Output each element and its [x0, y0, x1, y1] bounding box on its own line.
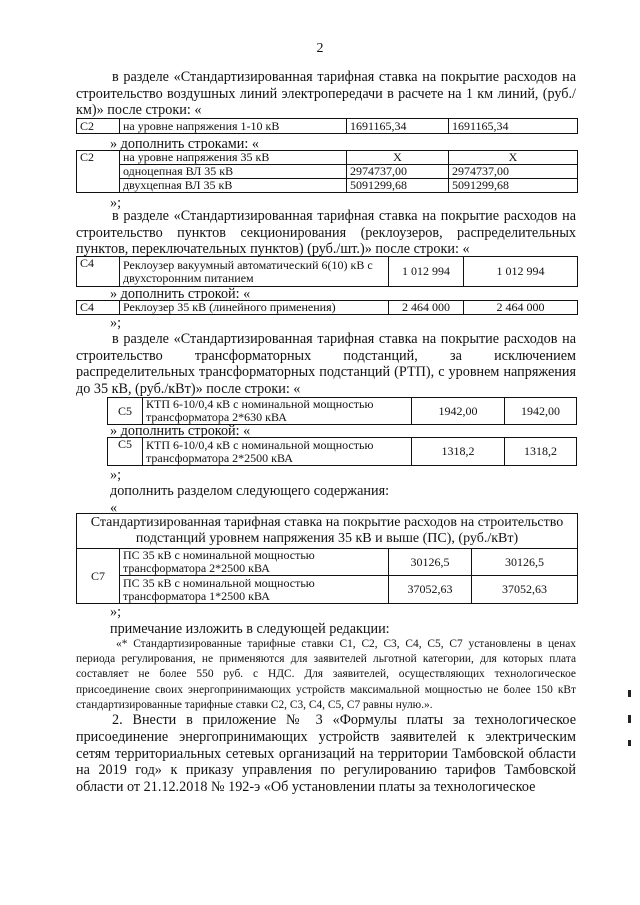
paragraph-sectioning-points: в разделе «Стандартизированная тарифная ставка на покрытие расходов на строительство пунктов секционирования (реклоузеров, распределительных пунктов, переключательных пунктов) (руб./шт.)» после строки: «	[76, 208, 576, 257]
cell-value: 1942,00	[505, 398, 577, 425]
add-rows-label: » дополнить строками: «	[110, 136, 259, 152]
close-quote: »;	[110, 315, 122, 331]
add-row-label: » дополнить строкой: «	[110, 423, 251, 439]
cell-description: на уровне напряжения 1-10 кВ	[120, 119, 347, 134]
cell-code: С2	[77, 151, 120, 193]
paragraph-item-2: 2. Внести в приложение № 3 «Формулы платы за технологическое присоединение энергопринимающих устройств заявителей к электрическим сетям территориальных сетевых организаций на территории Тамбовской области на 2019 год» к приказу управления по регулированию тарифов Тамбовской области от 21.12.2018 № 192-э «Об установлении платы за технологическое	[76, 712, 576, 796]
cell-value: 30126,5	[389, 549, 472, 576]
cell-code: С5	[108, 438, 143, 466]
scan-mark	[628, 740, 631, 746]
paragraph-transformer-substations: в разделе «Стандартизированная тарифная ставка на покрытие расходов на строительство трансформаторных подстанций, за исключением распределительных трансформаторных подстанций (РТП), с уровнем напряжения до 35 кВ, (руб./кВт)» после строки: «	[76, 331, 576, 397]
cell-value: 1942,00	[412, 398, 505, 425]
cell-value: 1318,2	[505, 438, 577, 466]
close-quote: »;	[110, 467, 122, 483]
close-quote: »;	[110, 195, 122, 211]
cell-code: С7	[77, 549, 120, 604]
table-c5-added	[107, 437, 577, 466]
page-number: 2	[316, 41, 324, 56]
cell-code: С2	[77, 119, 120, 134]
table-c4-added	[76, 300, 578, 315]
cell-description: Реклоузер 35 кВ (линейного применения)	[120, 301, 389, 315]
close-quote: »;	[110, 604, 122, 620]
cell-code: С4	[77, 301, 120, 315]
cell-description: Реклоузер вакуумный автоматический 6(10) кВ с двухсторонним питанием	[120, 257, 389, 287]
note-intro: примечание изложить в следующей редакции:	[110, 621, 390, 637]
cell-value: 5091299,68	[449, 179, 578, 193]
scan-mark	[628, 690, 631, 697]
cell-code: С5	[108, 398, 143, 425]
add-row-label: » дополнить строкой: «	[110, 286, 251, 302]
cell-value: 1318,2	[412, 438, 505, 466]
cell-value: 1691165,34	[347, 119, 449, 134]
scan-mark	[628, 715, 631, 723]
table-c2-added	[76, 150, 578, 193]
cell-value: 1 012 994	[464, 257, 578, 287]
cell-value: 1691165,34	[449, 119, 578, 134]
cell-code: С4	[77, 257, 120, 287]
cell-description: КТП 6-10/0,4 кВ с номинальной мощностью трансформатора 2*2500 кВА	[143, 438, 412, 466]
cell-description: на уровне напряжения 35 кВ	[120, 151, 347, 165]
cell-description: ПС 35 кВ с номинальной мощностью трансформатора 2*2500 кВА	[120, 549, 389, 576]
cell-description: одноцепная ВЛ 35 кВ	[120, 165, 347, 179]
table-c7-section	[76, 513, 578, 604]
cell-description: ПС 35 кВ с номинальной мощностью трансформатора 1*2500 кВА	[120, 576, 389, 604]
cell-description: двухцепная ВЛ 35 кВ	[120, 179, 347, 193]
cell-value: 30126,5	[472, 549, 578, 576]
cell-value: X	[449, 151, 578, 165]
cell-value: 2974737,00	[449, 165, 578, 179]
open-quote: «	[110, 500, 118, 516]
table-c2-existing	[76, 118, 578, 134]
cell-value: 2974737,00	[347, 165, 449, 179]
cell-description: КТП 6-10/0,4 кВ с номинальной мощностью трансформатора 2*630 кВА	[143, 398, 412, 425]
footnote-text: «* Стандартизированные тарифные ставки С1, С2, С3, С4, С5, С7 установлены в ценах периода регулирования, не применяются для заявителей льготной категории, для которых плата составляет не более 550 руб. с НДС. Для заявителей, осуществляющих технологическое присоединение своих энергопринимающих устройств максимальной мощностью не более 150 кВт стандартизированные тарифные ставки С2, С3, С4, С5, С7 равны нулю.».	[76, 638, 576, 711]
section-header: Стандартизированная тарифная ставка на покрытие расходов на строительство подстанций уровнем напряжения 35 кВ и выше (ПС), (руб./кВт)	[77, 514, 578, 549]
cell-value: X	[347, 151, 449, 165]
table-c4-existing	[76, 256, 578, 287]
cell-value: 37052,63	[472, 576, 578, 604]
cell-value: 2 464 000	[389, 301, 464, 315]
paragraph-overhead-lines: в разделе «Стандартизированная тарифная ставка на покрытие расходов на строительство воздушных линий электропередачи в расчете на 1 км линий, (руб./км)» после строки: «	[76, 69, 576, 118]
section-intro: дополнить разделом следующего содержания:	[110, 483, 390, 499]
cell-value: 5091299,68	[347, 179, 449, 193]
cell-value: 1 012 994	[389, 257, 464, 287]
cell-value: 2 464 000	[464, 301, 578, 315]
cell-value: 37052,63	[389, 576, 472, 604]
table-c5-existing	[107, 397, 577, 425]
